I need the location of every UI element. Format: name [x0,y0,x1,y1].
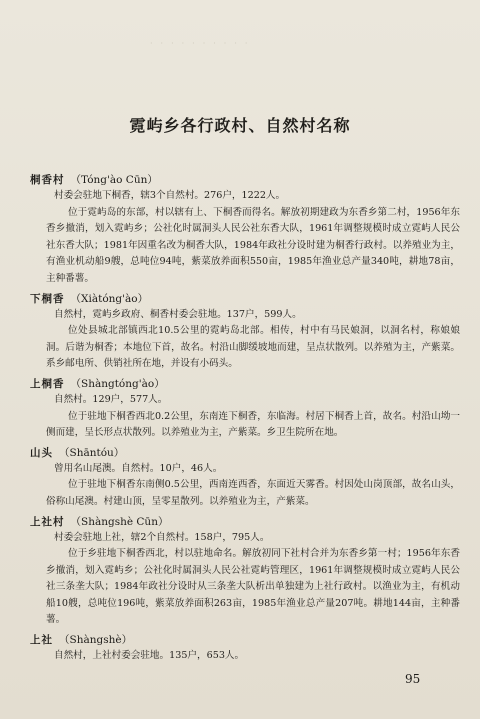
entry-heading [30,172,460,188]
entry-pinyin: （Shàngshè） [59,634,133,647]
entry-shangshe [30,632,460,665]
entry-name: 上社村 [30,515,65,528]
entry-xiatongao [30,291,460,373]
entry-paragraph: 村委会驻地下桐香，辖3个自然村。276户，1222人。 [54,190,286,201]
entry-paragraph: 位于霓屿岛的东部，村以辖有上、下桐香而得名。解放初期建政为东香乡第二村，1956年东香乡撤消，划入霓屿乡；公社化时属洞头人民公社东香大队，1961年调整规模时成立霓屿人民公社东香大队；1981年因重名改为桐香大队，1984年政社分设时建为桐香行政村。以养殖业为主，有渔业机动船9艘，总吨位94吨，紫菜放养面积550亩，1985年渔业总产量340吨，耕地78亩，主种番薯。 [46,206,460,284]
entry-name: 上桐香 [30,377,65,390]
page-title: 霓屿乡各行政村、自然村名称 [129,116,351,135]
entry-shangtongao [30,376,460,442]
entry-tongao-village [30,172,460,288]
entry-heading [30,376,460,392]
entry-pinyin: （Shàngshè Cūn） [70,515,169,528]
bleed-through-text: · · · · · · · · · · [150,39,248,48]
entry-list [30,172,460,668]
entry-heading [30,632,460,648]
entry-name: 上社 [30,634,53,647]
entry-pinyin: （Shāntóu） [59,446,125,459]
entry-pinyin: （Xiàtóng'ào） [70,292,149,305]
entry-name: 下桐香 [30,292,65,305]
entry-paragraph: 自然村。129户，577人。 [54,393,168,405]
entry-paragraph: 位于乡驻地下桐香西北，村以驻地命名。解放初同下社村合并为东香乡第一村；1956年东香乡撤消，划入霓屿乡；公社化时属洞头人民公社霓屿管理区，1961年调整规模时成立霓屿人民公社三条垄大队；1984年政社分设时从三条垄大队析出单独建为上社行政村。以渔业为主，有机动船10艘，总吨位196吨，紫菜放养面积263亩，1985年渔业总产量207吨。耕地144亩，主种番薯。 [46,548,460,626]
entry-heading [30,514,460,530]
entry-pinyin: （Shàngtóng'ào） [70,377,165,390]
entry-name: 桐香村 [30,174,65,186]
entry-name: 山头 [30,446,53,459]
entry-shantou [30,445,460,511]
entry-pinyin: （Tóng'ào Cūn） [70,174,158,186]
entry-paragraph: 自然村，上社村委会驻地。135户，653人。 [54,650,245,662]
entry-shangshe-village [30,514,460,630]
entry-heading [30,291,460,307]
page-number: 95 [405,672,421,686]
entry-paragraph: 村委会驻地上社，辖2个自然村。158户，795人。 [54,531,270,543]
entry-paragraph: 位处县城北部镇西北10.5公里的霓屿岛北部。相传，村中有马民娘洞，以洞名村，称娘娘洞。后谐为桐香；本地位下首，故名。村沿山脚缓坡地而建，呈点状散列。以养殖为主，产紫菜。系乡邮电所、供销社所在地，并设有小码头。 [46,325,460,370]
entry-paragraph: 自然村，霓屿乡政府、桐香村委会驻地。137户，599人。 [54,308,302,320]
entry-paragraph: 曾用名山尾澳。自然村。10户，46人。 [54,462,223,474]
entry-heading [30,445,460,461]
entry-paragraph: 位于驻地下桐香东南侧0.5公里，西南连西香，东面近天雾香。村因处山岗顶部，故名山头，俗称山尾澳。村建山顶，呈零星散列。以养殖业为主，产紫菜。 [46,479,460,507]
entry-paragraph: 位于驻地下桐香西北0.2公里，东南连下桐香，东临海。村居下桐香上首，故名。村沿山坳一侧而建，呈长形点状散列。以养殖业为主，产紫菜。乡卫生院所在地。 [46,410,460,439]
